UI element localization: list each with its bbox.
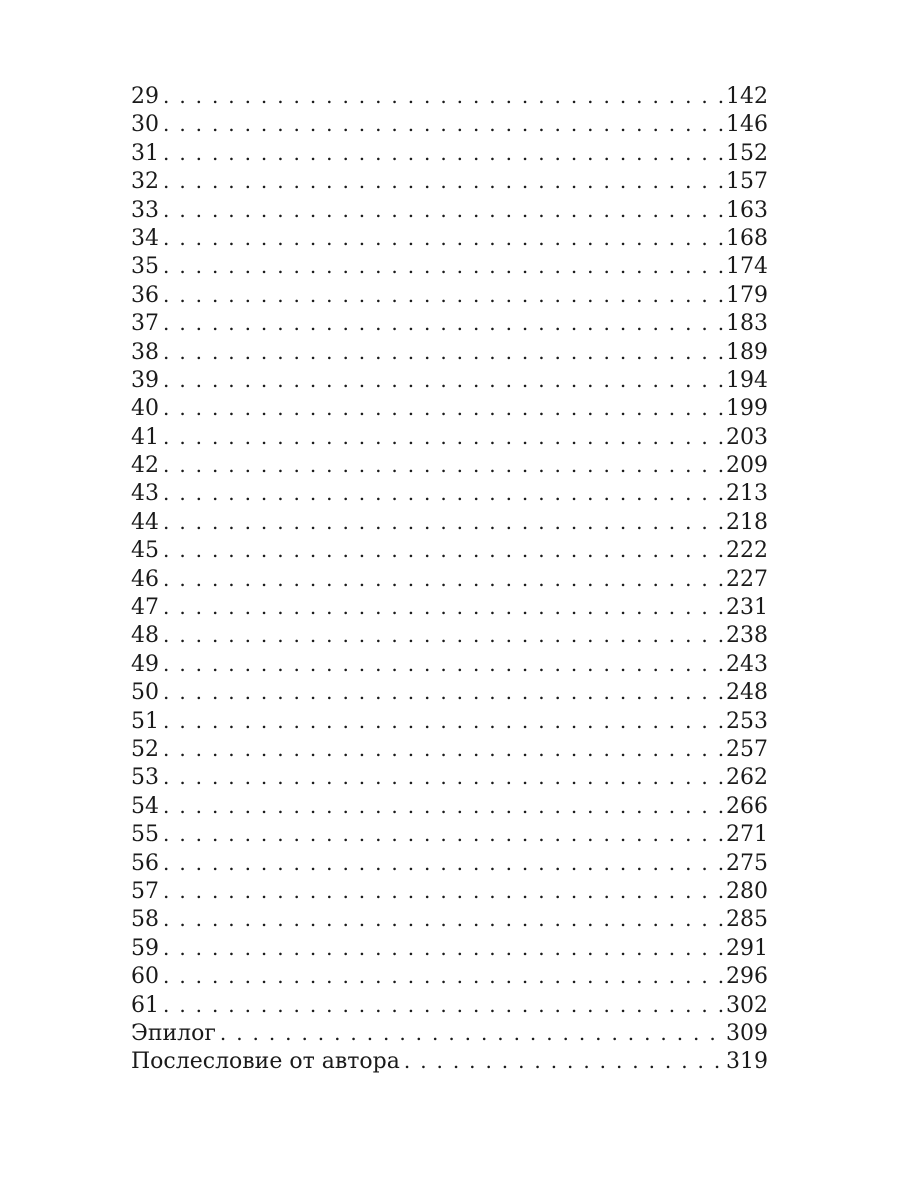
- toc-entry-title: 38: [131, 339, 159, 365]
- toc-entry: [131, 621, 768, 649]
- toc-dot-leader: [163, 309, 724, 337]
- toc-dot-leader: [163, 678, 724, 706]
- toc-dot-leader: [163, 763, 724, 791]
- toc-entry-title: 30: [131, 112, 159, 138]
- toc-dot-leader: [163, 82, 724, 110]
- toc-entry-page-number: 183: [726, 311, 768, 337]
- toc-entry-page-number: 319: [726, 1049, 768, 1075]
- toc-entry-page-number: 262: [726, 765, 768, 791]
- toc-entry-page-number: 243: [726, 651, 768, 677]
- toc-entry-page-number: 157: [726, 169, 768, 195]
- toc-dot-leader: [163, 338, 724, 366]
- toc-entry-title: 43: [131, 481, 159, 507]
- toc-entry-title: 48: [131, 623, 159, 649]
- toc-entry: [131, 905, 768, 933]
- toc-dot-leader: [163, 536, 724, 564]
- toc-entry-page-number: 275: [726, 850, 768, 876]
- toc-entry-page-number: 271: [726, 822, 768, 848]
- toc-entry-title: 31: [131, 140, 159, 166]
- toc-entry-title: Послесловие от автора: [131, 1049, 400, 1075]
- toc-entry-page-number: 253: [726, 708, 768, 734]
- toc-entry-title: 35: [131, 254, 159, 280]
- toc-entry-page-number: 257: [726, 736, 768, 762]
- toc-entry-title: Эпилог: [131, 1020, 216, 1046]
- toc-dot-leader: [163, 991, 724, 1019]
- toc-entry-title: 58: [131, 907, 159, 933]
- toc-entry-title: 53: [131, 765, 159, 791]
- toc-entry-title: 49: [131, 651, 159, 677]
- toc-dot-leader: [163, 962, 724, 990]
- toc-entry-page-number: 203: [726, 424, 768, 450]
- toc-entry-page-number: 309: [726, 1020, 768, 1046]
- toc-dot-leader: [404, 1047, 724, 1075]
- toc-entry: [131, 650, 768, 678]
- toc-entry-page-number: 280: [726, 878, 768, 904]
- toc-dot-leader: [163, 281, 724, 309]
- toc-entry-title: 32: [131, 169, 159, 195]
- toc-entry: [131, 309, 768, 337]
- toc-entry: [131, 707, 768, 735]
- toc-dot-leader: [163, 167, 724, 195]
- toc-entry-title: 50: [131, 680, 159, 706]
- toc-entry-page-number: 199: [726, 396, 768, 422]
- toc-entry-page-number: 163: [726, 197, 768, 223]
- toc-entry-title: 45: [131, 538, 159, 564]
- toc-entry-title: 33: [131, 197, 159, 223]
- toc-entry-page-number: 266: [726, 793, 768, 819]
- toc-entry-title: 42: [131, 453, 159, 479]
- toc-dot-leader: [163, 252, 724, 280]
- toc-dot-leader: [163, 366, 724, 394]
- toc-entry-page-number: 222: [726, 538, 768, 564]
- toc-entry-epilogue: [131, 1019, 768, 1047]
- toc-dot-leader: [163, 423, 724, 451]
- toc-dot-leader: [163, 110, 724, 138]
- toc-entry-title: 59: [131, 935, 159, 961]
- toc-dot-leader: [163, 479, 724, 507]
- toc-entry: [131, 991, 768, 1019]
- toc-dot-leader: [163, 508, 724, 536]
- toc-entry-page-number: 189: [726, 339, 768, 365]
- toc-entry: [131, 167, 768, 195]
- toc-entry: [131, 934, 768, 962]
- toc-entry: [131, 252, 768, 280]
- toc-entry: [131, 565, 768, 593]
- toc-entry-page-number: 194: [726, 367, 768, 393]
- toc-entry-title: 61: [131, 992, 159, 1018]
- toc-entry: [131, 792, 768, 820]
- toc-entry-title: 52: [131, 736, 159, 762]
- toc-entry: [131, 735, 768, 763]
- toc-dot-leader: [163, 451, 724, 479]
- toc-entry: [131, 82, 768, 110]
- toc-entry-title: 29: [131, 84, 159, 109]
- toc-entry: [131, 338, 768, 366]
- toc-entry: [131, 281, 768, 309]
- toc-entry-title: 37: [131, 311, 159, 337]
- toc-entry-page-number: 213: [726, 481, 768, 507]
- toc-entry-page-number: 296: [726, 964, 768, 990]
- toc-dot-leader: [163, 621, 724, 649]
- toc-entry-page-number: 302: [726, 992, 768, 1018]
- toc-dot-leader: [163, 905, 724, 933]
- toc-dot-leader: [163, 934, 724, 962]
- toc-entry-page-number: 168: [726, 225, 768, 251]
- toc-dot-leader: [163, 224, 724, 252]
- toc-entry-page-number: 285: [726, 907, 768, 933]
- toc-entry: [131, 196, 768, 224]
- toc-entry-afterword: [131, 1047, 768, 1075]
- toc-dot-leader: [163, 877, 724, 905]
- toc-entry-title: 46: [131, 566, 159, 592]
- toc-entry-page-number: 248: [726, 680, 768, 706]
- toc-entry: [131, 820, 768, 848]
- table-of-contents: [131, 82, 768, 1076]
- toc-entry-title: 47: [131, 595, 159, 621]
- toc-entry-page-number: 218: [726, 509, 768, 535]
- toc-dot-leader: [220, 1019, 724, 1047]
- toc-dot-leader: [163, 735, 724, 763]
- toc-entry: [131, 110, 768, 138]
- toc-entry: [131, 451, 768, 479]
- toc-entry-title: 44: [131, 509, 159, 535]
- toc-entry-title: 57: [131, 878, 159, 904]
- toc-entry-page-number: 146: [726, 112, 768, 138]
- toc-dot-leader: [163, 849, 724, 877]
- toc-entry-title: 40: [131, 396, 159, 422]
- toc-dot-leader: [163, 139, 724, 167]
- toc-entry-title: 51: [131, 708, 159, 734]
- toc-dot-leader: [163, 593, 724, 621]
- toc-entry: [131, 593, 768, 621]
- toc-entry: [131, 849, 768, 877]
- toc-entry-page-number: 142: [726, 84, 768, 109]
- toc-entry-title: 54: [131, 793, 159, 819]
- toc-entry-page-number: 174: [726, 254, 768, 280]
- toc-entry-title: 55: [131, 822, 159, 848]
- toc-entry-title: 60: [131, 964, 159, 990]
- toc-dot-leader: [163, 792, 724, 820]
- toc-entry-title: 41: [131, 424, 159, 450]
- toc-entry-page-number: 291: [726, 935, 768, 961]
- toc-entry: [131, 536, 768, 564]
- toc-entry: [131, 962, 768, 990]
- toc-dot-leader: [163, 565, 724, 593]
- toc-entry-page-number: 152: [726, 140, 768, 166]
- toc-entry-title: 56: [131, 850, 159, 876]
- toc-entry-page-number: 238: [726, 623, 768, 649]
- toc-entry-title: 39: [131, 367, 159, 393]
- toc-entry: [131, 508, 768, 536]
- toc-entry: [131, 139, 768, 167]
- toc-entry-page-number: 209: [726, 453, 768, 479]
- toc-entry: [131, 678, 768, 706]
- toc-entry-page-number: 179: [726, 282, 768, 308]
- toc-entry: [131, 366, 768, 394]
- toc-entry-title: 36: [131, 282, 159, 308]
- toc-dot-leader: [163, 196, 724, 224]
- toc-entry: [131, 394, 768, 422]
- toc-dot-leader: [163, 394, 724, 422]
- toc-entry: [131, 763, 768, 791]
- toc-entry: [131, 224, 768, 252]
- toc-entry: [131, 423, 768, 451]
- toc-dot-leader: [163, 707, 724, 735]
- toc-dot-leader: [163, 650, 724, 678]
- toc-entry-page-number: 231: [726, 595, 768, 621]
- toc-dot-leader: [163, 820, 724, 848]
- toc-entry-page-number: 227: [726, 566, 768, 592]
- toc-entry: [131, 877, 768, 905]
- toc-entry-title: 34: [131, 225, 159, 251]
- toc-entry: [131, 479, 768, 507]
